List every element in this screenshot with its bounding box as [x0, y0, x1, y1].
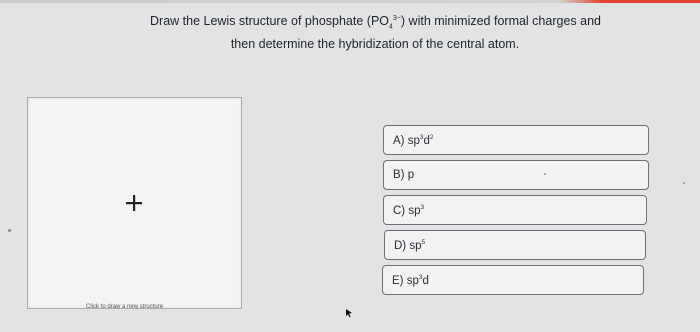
choice-a-sup2: 2 — [429, 134, 434, 141]
top-accent-bar — [0, 0, 700, 3]
formula-subscript: 4 — [389, 23, 393, 31]
choice-d[interactable] — [384, 230, 646, 260]
choice-d-label — [394, 239, 425, 252]
choice-a-prefix: A) sp — [393, 135, 420, 147]
question-line-1 — [150, 10, 600, 36]
choice-a[interactable] — [383, 125, 649, 155]
choice-c[interactable] — [383, 195, 647, 225]
question-line-1-end: ) with minimized formal charges and — [400, 14, 601, 29]
choice-c-prefix: C) sp — [393, 205, 421, 217]
dust-speck — [8, 229, 11, 232]
choice-e-mid: d — [422, 275, 429, 287]
choice-c-sup1: 3 — [420, 204, 425, 211]
choice-e-prefix: E) sp — [392, 275, 419, 287]
question-line-2: then determine the hybridization of the central atom. — [230, 36, 520, 51]
choice-e-sup1: 3 — [418, 274, 423, 281]
choice-c-label — [393, 204, 424, 217]
question-text — [150, 10, 600, 53]
drawing-canvas[interactable] — [27, 97, 242, 309]
question-line-1-start: Draw the Lewis structure of phosphate (PO — [150, 14, 390, 29]
choice-d-sup1: 5 — [421, 239, 426, 246]
choice-a-sup1: 3 — [419, 134, 424, 141]
dust-speck — [544, 173, 546, 175]
choice-e-label — [392, 274, 429, 287]
canvas-label[interactable]: Click to draw a new structure — [86, 304, 164, 310]
mouse-pointer-icon — [345, 308, 353, 318]
choice-a-label — [393, 134, 434, 147]
choice-b-label — [393, 169, 414, 181]
choice-a-mid: d — [423, 135, 430, 147]
dust-speck — [683, 182, 685, 184]
choice-d-prefix: D) sp — [394, 240, 422, 252]
plus-icon[interactable] — [124, 193, 144, 213]
choice-b-prefix: B) p — [393, 169, 415, 181]
formula-charge: 3− — [392, 15, 401, 22]
answer-choices — [383, 125, 649, 300]
choice-b[interactable] — [383, 160, 649, 190]
choice-e[interactable] — [382, 265, 644, 295]
